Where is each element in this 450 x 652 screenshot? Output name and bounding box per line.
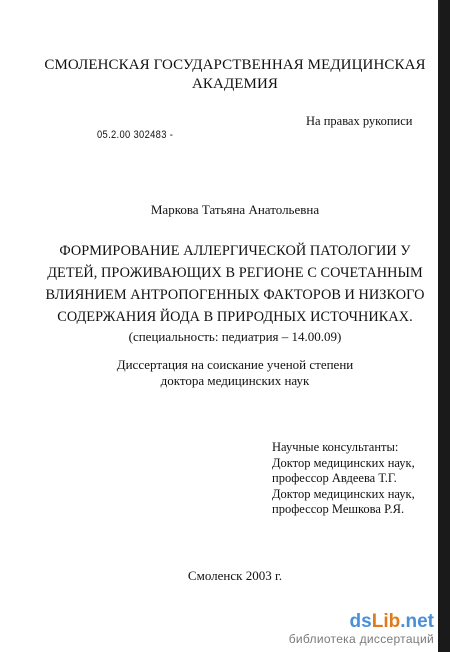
degree-line-1: Диссертация на соискание ученой степени xyxy=(116,357,354,372)
scan-artifact xyxy=(438,0,440,40)
advisor-1-name: профессор Авдеева Т.Г. xyxy=(272,471,397,485)
title-line-3: ВЛИЯНИЕМ АНТРОПОГЕННЫХ ФАКТОРОВ И НИЗКОГО xyxy=(45,287,425,303)
city-year: Смоленск 2003 г. xyxy=(187,568,283,583)
logo-part-ds: ds xyxy=(349,611,372,632)
registry-stamp: 05.2.00 302483 - xyxy=(97,129,174,141)
institution-line-1: СМОЛЕНСКАЯ ГОСУДАРСТВЕННАЯ МЕДИЦИНСКАЯ xyxy=(44,57,426,73)
logo-part-net: .net xyxy=(400,611,434,632)
degree-statement xyxy=(40,357,430,389)
thesis-title xyxy=(40,240,430,328)
institution-line-2: АКАДЕМИЯ xyxy=(191,76,279,92)
advisors-block xyxy=(272,440,415,518)
author-name: Маркова Татьяна Анатольевна xyxy=(150,202,320,217)
dslib-watermark[interactable] xyxy=(289,612,434,646)
specialty: (специальность: педиатрия – 14.00.09) xyxy=(128,329,342,344)
degree-line-2: доктора медицинских наук xyxy=(160,373,310,388)
title-line-2: ДЕТЕЙ, ПРОЖИВАЮЩИХ В РЕГИОНЕ С СОЧЕТАННЫМ xyxy=(47,265,423,281)
advisor-2-degree: Доктор медицинских наук, xyxy=(272,486,415,501)
scan-border xyxy=(438,0,450,652)
advisor-2-name: профессор Мешкова Р.Я. xyxy=(272,502,405,516)
advisors-heading: Научные консультанты: xyxy=(272,440,399,454)
watermark-logo xyxy=(289,612,434,632)
institution-name xyxy=(40,56,430,94)
watermark-subtitle: библиотека диссертаций xyxy=(288,632,434,646)
logo-part-lib: Lib xyxy=(371,611,401,632)
manuscript-note: На правах рукописи xyxy=(306,114,413,128)
advisor-1-degree: Доктор медицинских наук, xyxy=(272,455,415,470)
title-line-1: ФОРМИРОВАНИЕ АЛЛЕРГИЧЕСКОЙ ПАТОЛОГИИ У xyxy=(59,243,411,259)
title-line-4: СОДЕРЖАНИЯ ЙОДА В ПРИРОДНЫХ ИСТОЧНИКАХ. xyxy=(57,309,413,325)
